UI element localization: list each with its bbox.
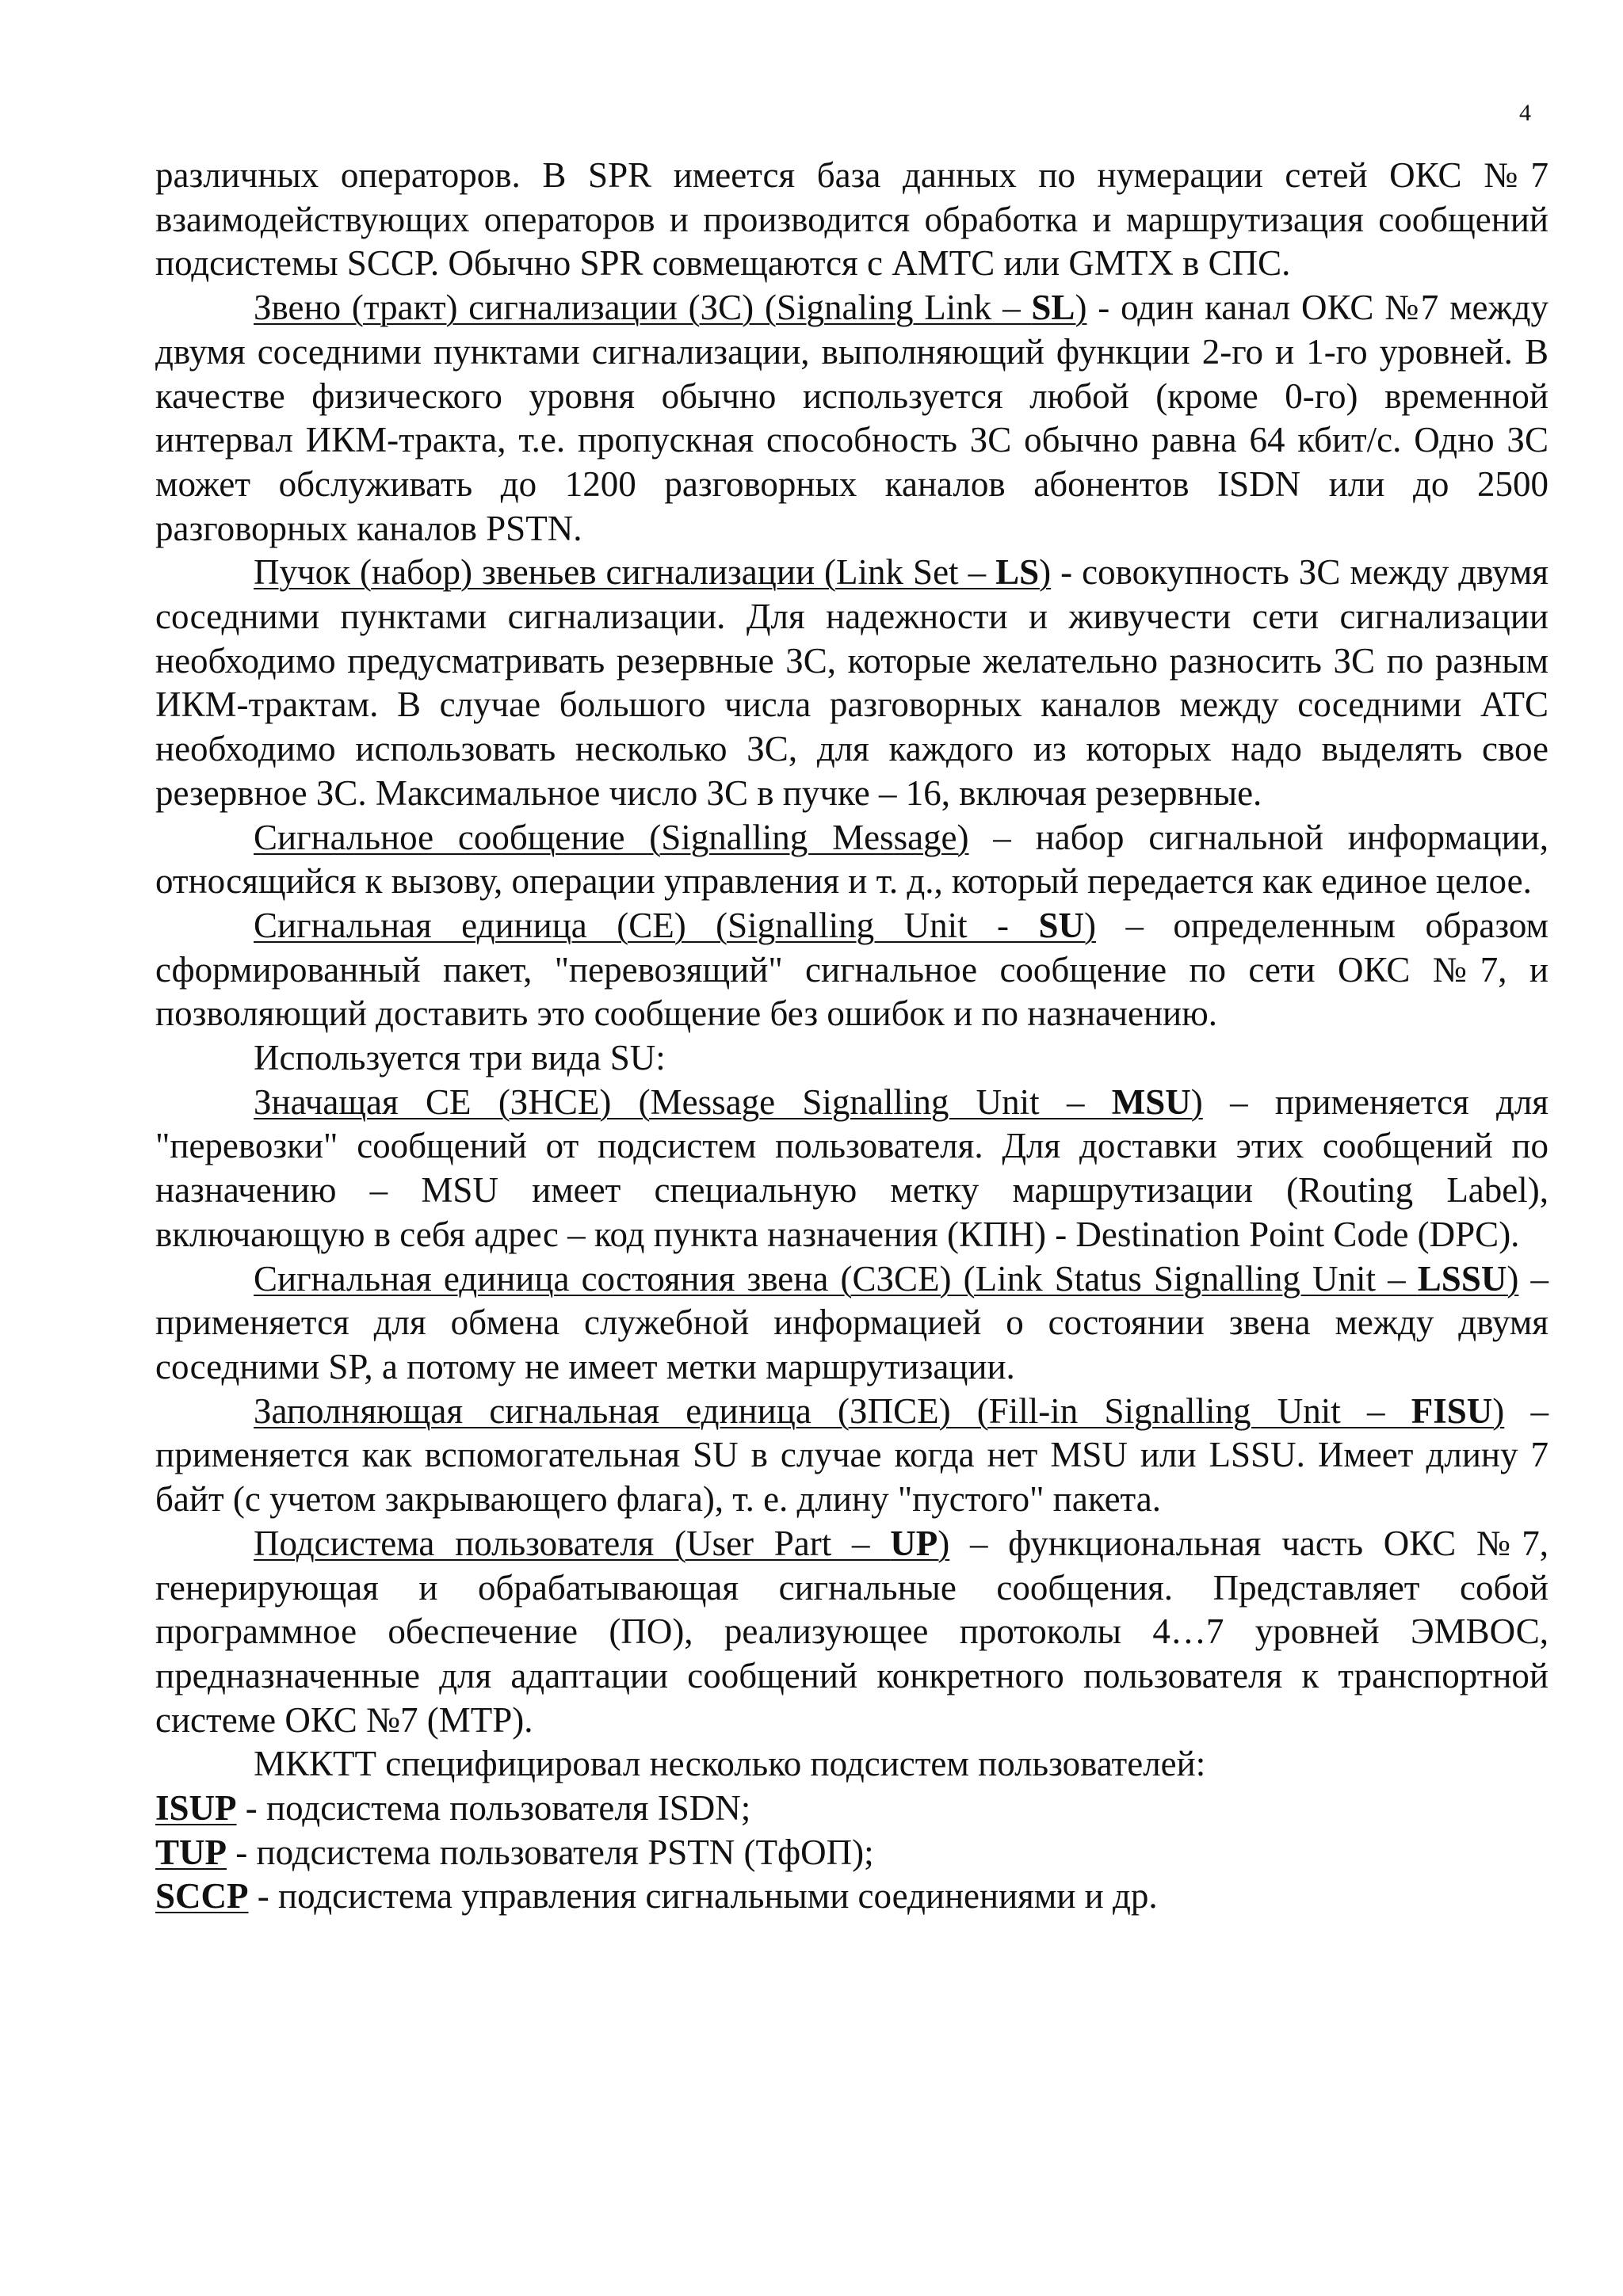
paragraph-text: Используется три вида SU: (254, 1038, 666, 1078)
definition-text: – функциональная часть ОКС №7, генерирующая и обрабатывающая сигнальные сообщения. Представляет собой программное обеспечение (ПО), реализующее протоколы 4…7 уровней ЭМВОС, предназначенные для адаптации сообщений конкретного пользователя к транспортной системе ОКС №7 (МТР). (155, 1523, 1549, 1740)
term-signaling-link: Звено (тракт) сигнализации (ЗС) (Signaling Link – SL) (254, 288, 1087, 328)
paragraph-signaling-link (155, 286, 1549, 551)
term-abbr-msu: MSU (1111, 1081, 1191, 1122)
list-item-tup (155, 1831, 1549, 1875)
list-item-sccp (155, 1875, 1549, 1919)
term-abbr-sl: SL (1031, 288, 1075, 328)
term-abbr-fisu: FISU (1411, 1390, 1493, 1431)
paragraph-signalling-unit (155, 904, 1549, 1036)
list-item-text: - подсистема управления сигнальными соединениями и др. (248, 1876, 1158, 1917)
paragraph-text: МККТТ специфицировал несколько подсистем пользователей: (254, 1744, 1206, 1784)
definition-text: – применяется как вспомогательная SU в случае когда нет MSU или LSSU. Имеет длину 7 байт (с учетом закрывающего флага), т. е. длину "пустого" пакета. (155, 1390, 1549, 1520)
paragraph-su-types-intro (155, 1036, 1549, 1081)
term-signalling-unit: Сигнальная единица (СЕ) (Signalling Unit - SU) (254, 905, 1096, 945)
list-item-text: - подсистема пользователя PSTN (ТфОП); (227, 1832, 874, 1872)
definition-text: - один канал ОКС №7 между двумя соседними пунктами сигнализации, выполняющий функции 2-го и 1-го уровней. В качестве физического уровня обычно используется любой (кроме 0-го) временной интервал ИКМ-тракта, т.е. пропускная способность ЗС обычно равна 64 кбит/с. Одно ЗС может обслуживать до 1200 разговорных каналов абонентов ISDN или до 2500 разговорных каналов PSTN. (155, 288, 1549, 548)
list-item-text: - подсистема пользователя ISDN; (236, 1788, 751, 1829)
term-abbr-ls: LS (995, 552, 1040, 593)
term-link-set: Пучок (набор) звеньев сигнализации (Link Set – LS) (254, 552, 1052, 593)
paragraph-spr-continuation (155, 154, 1549, 286)
term-abbr-up: UP (890, 1523, 938, 1563)
term-signalling-message: Сигнальное сообщение (Signalling Message) (254, 817, 969, 857)
paragraph-msu (155, 1081, 1549, 1257)
term-abbr-lssu: LSSU (1417, 1258, 1507, 1299)
term-abbr-su: SU (1038, 905, 1084, 945)
list-item-isup (155, 1787, 1549, 1831)
paragraph-signalling-message (155, 816, 1549, 904)
list-abbr-sccp: SCCP (155, 1876, 249, 1917)
list-abbr-isup: ISUP (155, 1788, 237, 1829)
list-abbr-tup: TUP (155, 1832, 227, 1872)
paragraph-fisu (155, 1390, 1549, 1522)
document-body (155, 154, 1549, 1919)
page-number: 4 (1519, 100, 1531, 126)
paragraph-text: различных операторов. В SPR имеется база данных по нумерации сетей ОКС №7 взаимодействующих операторов и производится обработка и маршрутизация сообщений подсистемы SCCP. Обычно SPR совмещаются с АМТС или GMTX в СПС. (155, 155, 1549, 284)
definition-text: – набор сигнальной информации, относящийся к вызову, операции управления и т. д., который передается как единое целое. (155, 817, 1549, 902)
paragraph-ccitt-intro (155, 1742, 1549, 1787)
term-msu: Значащая СЕ (ЗНСЕ) (Message Signalling Unit – MSU) (254, 1081, 1203, 1122)
term-lssu: Сигнальная единица состояния звена (СЗСЕ) (Link Status Signalling Unit – LSSU) (254, 1258, 1519, 1299)
paragraph-link-set (155, 551, 1549, 815)
definition-text: – применяется для обмена служебной информацией о состоянии звена между двумя соседними SP, а потому не имеет метки маршрутизации. (155, 1258, 1549, 1386)
paragraph-user-part (155, 1522, 1549, 1743)
paragraph-lssu (155, 1257, 1549, 1390)
term-fisu: Заполняющая сигнальная единица (ЗПСЕ) (Fill-in Signalling Unit – FISU) (254, 1390, 1505, 1431)
term-user-part: Подсистема пользователя (User Part – UP) (254, 1523, 950, 1563)
definition-text: – определенным образом сформированный пакет, "перевозящий" сигнальное сообщение по сети ОКС №7, и позволяющий доставить это сообщение без ошибок и по назначению. (155, 905, 1549, 1034)
definition-text: - совокупность ЗС между двумя соседними пунктами сигнализации. Для надежности и живучести сети сигнализации необходимо предусматривать резервные ЗС, которые желательно разносить ЗС по разным ИКМ-трактам. В случае большого числа разговорных каналов между соседними АТС необходимо использовать несколько ЗС, для каждого из которых надо выделять свое резервное ЗС. Максимальное число ЗС в пучке – 16, включая резервные. (155, 552, 1549, 813)
definition-text: – применяется для "перевозки" сообщений от подсистем пользователя. Для доставки этих сообщений по назначению – MSU имеет специальную метку маршрутизации (Routing Label), включающую в себя адрес – код пункта назначения (КПН) - Destination Point Code (DPC). (155, 1081, 1549, 1254)
